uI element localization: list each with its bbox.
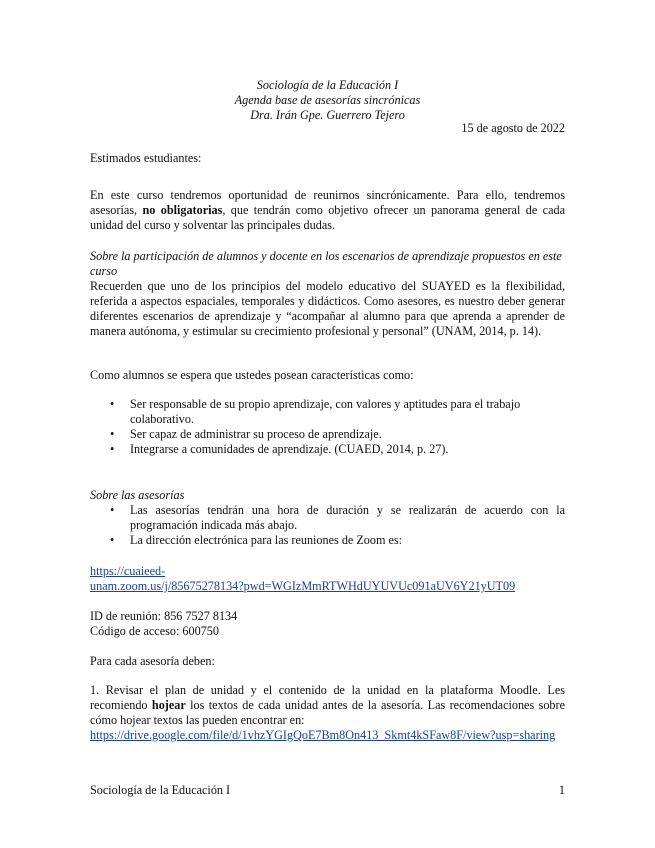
session-step-1 xyxy=(90,683,565,743)
list-item xyxy=(90,427,565,442)
course-title: Sociología de la Educación I xyxy=(256,78,399,92)
passcode: Código de acceso: 600750 xyxy=(90,624,219,638)
zoom-link[interactable] xyxy=(90,564,565,594)
list-item-text: Las asesorías tendrán una hora de duración y se realizarán de acuerdo con la programación indicada más abajo. xyxy=(130,503,565,532)
greeting: Estimados estudiantes: xyxy=(90,151,202,165)
characteristics-section xyxy=(90,368,565,457)
participation-section xyxy=(90,249,565,339)
participation-body: Recuerden que uno de los principios del modelo educativo del SUAYED es la flexibilidad, referida a aspectos espaciales, temporales y didácticos. Como asesores, es nuestro deber generar diferentes escenarios de aprendizaje y “acompañar al alumno para que aprenda a aprender de manera autónoma, y estimular su crecimiento profesional y personal” (UNAM, 2014, p. 14). xyxy=(90,279,565,338)
list-item-text: Integrarse a comunidades de aprendizaje. (CUAED, 2014, p. 27). xyxy=(130,442,449,456)
each-session-intro: Para cada asesoría deben: xyxy=(90,654,215,668)
sessions-heading: Sobre las asesorías xyxy=(90,488,185,502)
characteristics-intro: Como alumnos se espera que ustedes posean características como: xyxy=(90,368,414,382)
list-item xyxy=(90,533,565,548)
document-subtitle: Agenda base de asesorías sincrónicas xyxy=(234,93,421,107)
intro-text-before: En este curso tendremos oportunidad de reunirnos sincrónicamente. Para ello, tendremos asesorías, xyxy=(90,188,565,217)
step-1-text-after: los textos de cada unidad antes de la asesoría. Las recomendaciones sobre cómo hojear textos las pueden encontrar en: xyxy=(90,698,565,727)
document-date: 15 de agosto de 2022 xyxy=(461,121,565,135)
list-item xyxy=(90,442,565,457)
reading-tips-link[interactable]: https://drive.google.com/file/d/1vhzYGIgQoE7Bm8On413_Skmt4kSFaw8F/view?usp=sharing xyxy=(90,728,556,742)
bullet-icon: • xyxy=(110,427,115,441)
sessions-section xyxy=(90,488,565,548)
list-item-text: Ser capaz de administrar su proceso de aprendizaje. xyxy=(130,427,382,441)
list-item xyxy=(90,397,565,427)
intro-bold-text: no obligatorias xyxy=(142,203,223,217)
author-name: Dra. Irán Gpe. Guerrero Tejero xyxy=(250,108,405,122)
step-1-text-before: 1. Revisar el plan de unidad y el contenido de la unidad en la plataforma Moodle. Les recomiendo xyxy=(90,683,565,712)
page-number: 1 xyxy=(558,783,565,797)
step-1-bold: hojear xyxy=(151,698,186,712)
intro-paragraph xyxy=(90,188,565,233)
characteristics-list xyxy=(90,397,565,457)
list-item-text: Ser responsable de su propio aprendizaje, con valores y aptitudes para el trabajo colaborativo. xyxy=(130,397,521,426)
step-1-text xyxy=(90,683,565,728)
participation-heading: Sobre la participación de alumnos y docente en los escenarios de aprendizaje propuestos en este curso xyxy=(90,249,562,278)
bullet-icon: • xyxy=(110,397,115,411)
bullet-icon: • xyxy=(110,503,115,517)
list-item xyxy=(90,503,565,533)
footer-title: Sociología de la Educación I xyxy=(90,783,231,797)
document-header xyxy=(90,78,565,123)
zoom-credentials xyxy=(90,609,565,639)
bullet-icon: • xyxy=(110,442,115,456)
meeting-id: ID de reunión: 856 7527 8134 xyxy=(90,609,238,623)
zoom-link-line2[interactable]: unam.zoom.us/j/85675278134?pwd=WGIzMmRTWHdUYUVUc091aUV6Y21yUT09 xyxy=(90,579,516,593)
intro-text-after: , que tendrán como objetivo ofrecer un panorama general de cada unidad del curso y solventar las principales dudas. xyxy=(90,203,565,232)
bullet-icon: • xyxy=(110,533,115,547)
zoom-link-line1[interactable]: https://cuaieed- xyxy=(90,564,166,578)
sessions-list xyxy=(90,503,565,548)
list-item-text: La dirección electrónica para las reuniones de Zoom es: xyxy=(130,533,403,547)
